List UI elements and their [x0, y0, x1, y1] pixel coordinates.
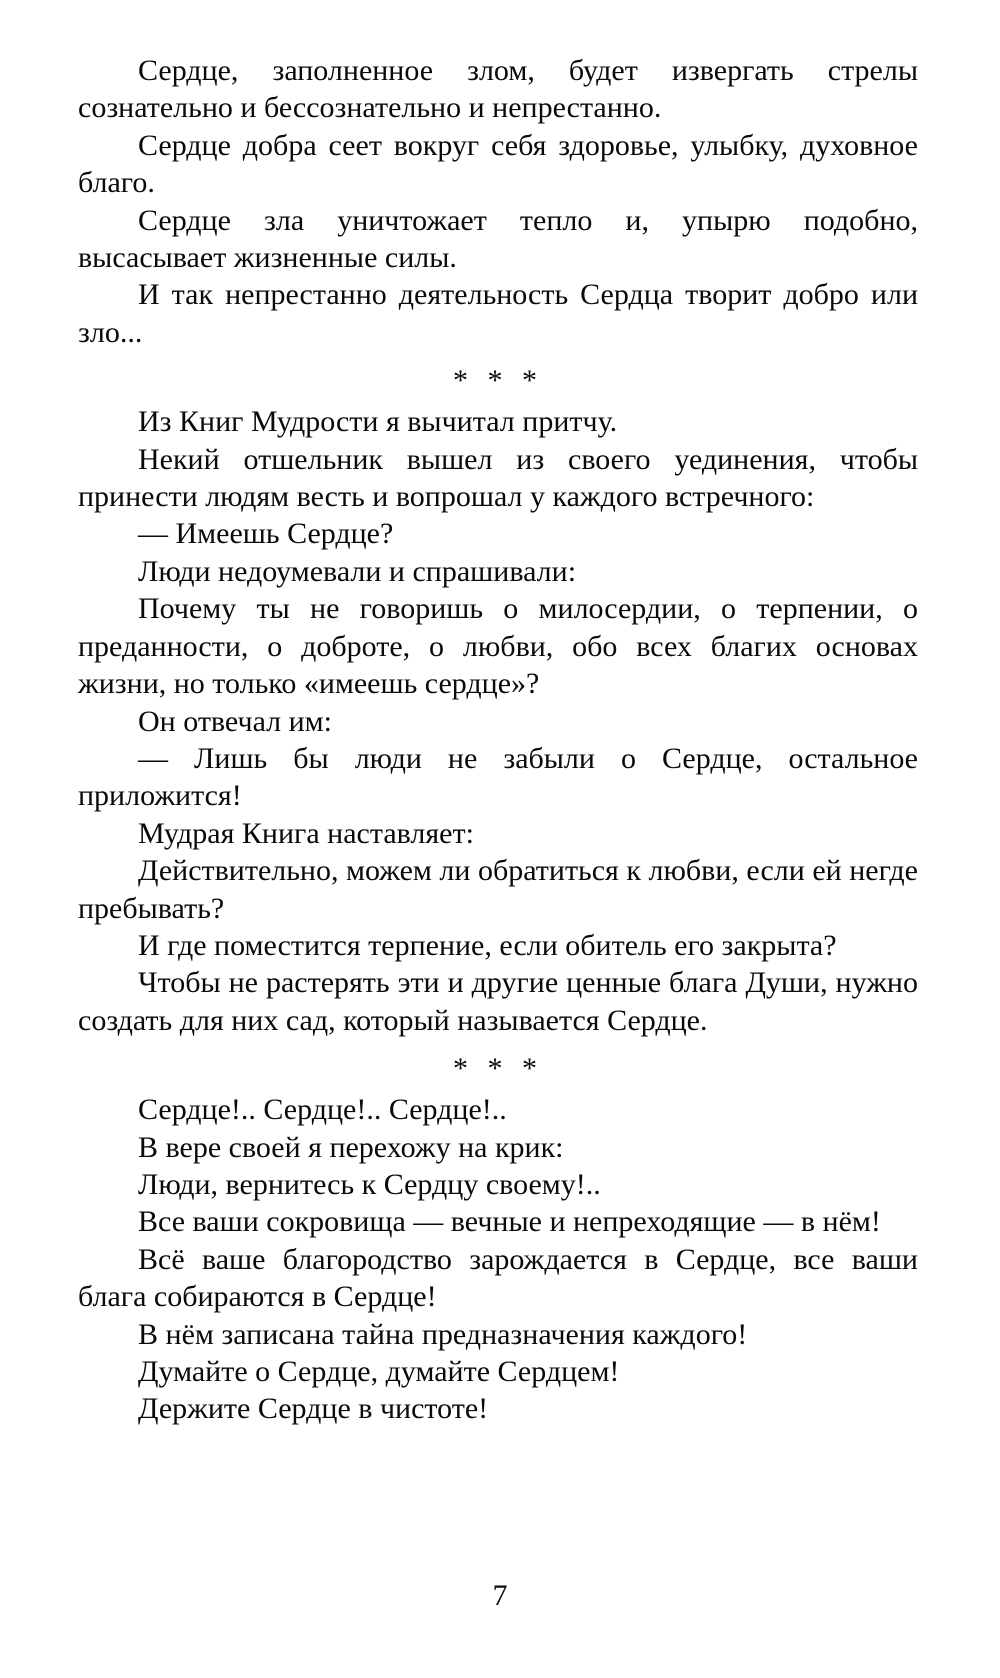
paragraph: Он отвечал им: [138, 704, 333, 738]
section-2 [78, 403, 918, 1039]
paragraph: И так непрестанно деятельность Сердца творит добро или зло... [78, 278, 918, 349]
paragraph: И где поместится терпение, если обитель его закрыта? [138, 928, 837, 962]
paragraph: Думайте о Сердце, думайте Сердцем! [138, 1355, 620, 1388]
paragraph: Мудрая Книга наставляет: [138, 816, 474, 850]
paragraph: Действительно, можем ли обратиться к любви, если ей негде пребывать? [78, 854, 918, 925]
paragraph: Люди, вернитесь к Сердцу своему!.. [138, 1167, 601, 1201]
paragraph: Держите Сердце в чистоте! [138, 1392, 489, 1426]
paragraph: Сердце!.. Сердце!.. Сердце!.. [138, 1093, 507, 1127]
section-separator: * * * [453, 364, 543, 398]
paragraph: Почему ты не говоришь о милосердии, о терпении, о преданности, о доброте, о любви, обо всех благих основах жизни, но только «имеешь сердце»? [78, 592, 918, 701]
page-text [78, 52, 918, 1428]
paragraph: — Лишь бы люди не забыли о Сердце, остальное приложится! [78, 741, 918, 813]
paragraph: Некий отшельник вышел из своего уединения, чтобы принести людям весть и вопрошал у каждого встречного: [78, 442, 918, 514]
paragraph: Сердце добра сеет вокруг себя здоровье, улыбку, духовное благо. [78, 128, 918, 200]
paragraph: — Имеешь Сердце? [138, 517, 394, 551]
section-separator: * * * [453, 1052, 543, 1086]
paragraph: Чтобы не растерять эти и другие ценные блага Души, нужно создать для них сад, который называется Сердце. [78, 966, 918, 1037]
paragraph: Сердце зла уничтожает тепло и, упырю подобно, высасывает жизненные силы. [78, 203, 918, 275]
section-3 [78, 1091, 918, 1428]
section-1 [78, 52, 918, 351]
paragraph: Люди недоумевали и спрашивали: [138, 554, 577, 588]
paragraph: Из Книг Мудрости я вычитал притчу. [138, 405, 618, 439]
page-number: 7 [492, 1579, 508, 1612]
paragraph: В нём записана тайна предназначения каждого! [138, 1317, 748, 1351]
paragraph: Сердце, заполненное злом, будет извергать стрелы сознательно и бессознательно и непрестанно. [78, 54, 918, 125]
paragraph: В вере своей я перехожу на крик: [138, 1130, 564, 1164]
paragraph: Всё ваше благородство зарождается в Сердце, все ваши блага собираются в Сердце! [78, 1242, 918, 1314]
paragraph: Все ваши сокровища — вечные и непреходящие — в нём! [138, 1205, 881, 1239]
